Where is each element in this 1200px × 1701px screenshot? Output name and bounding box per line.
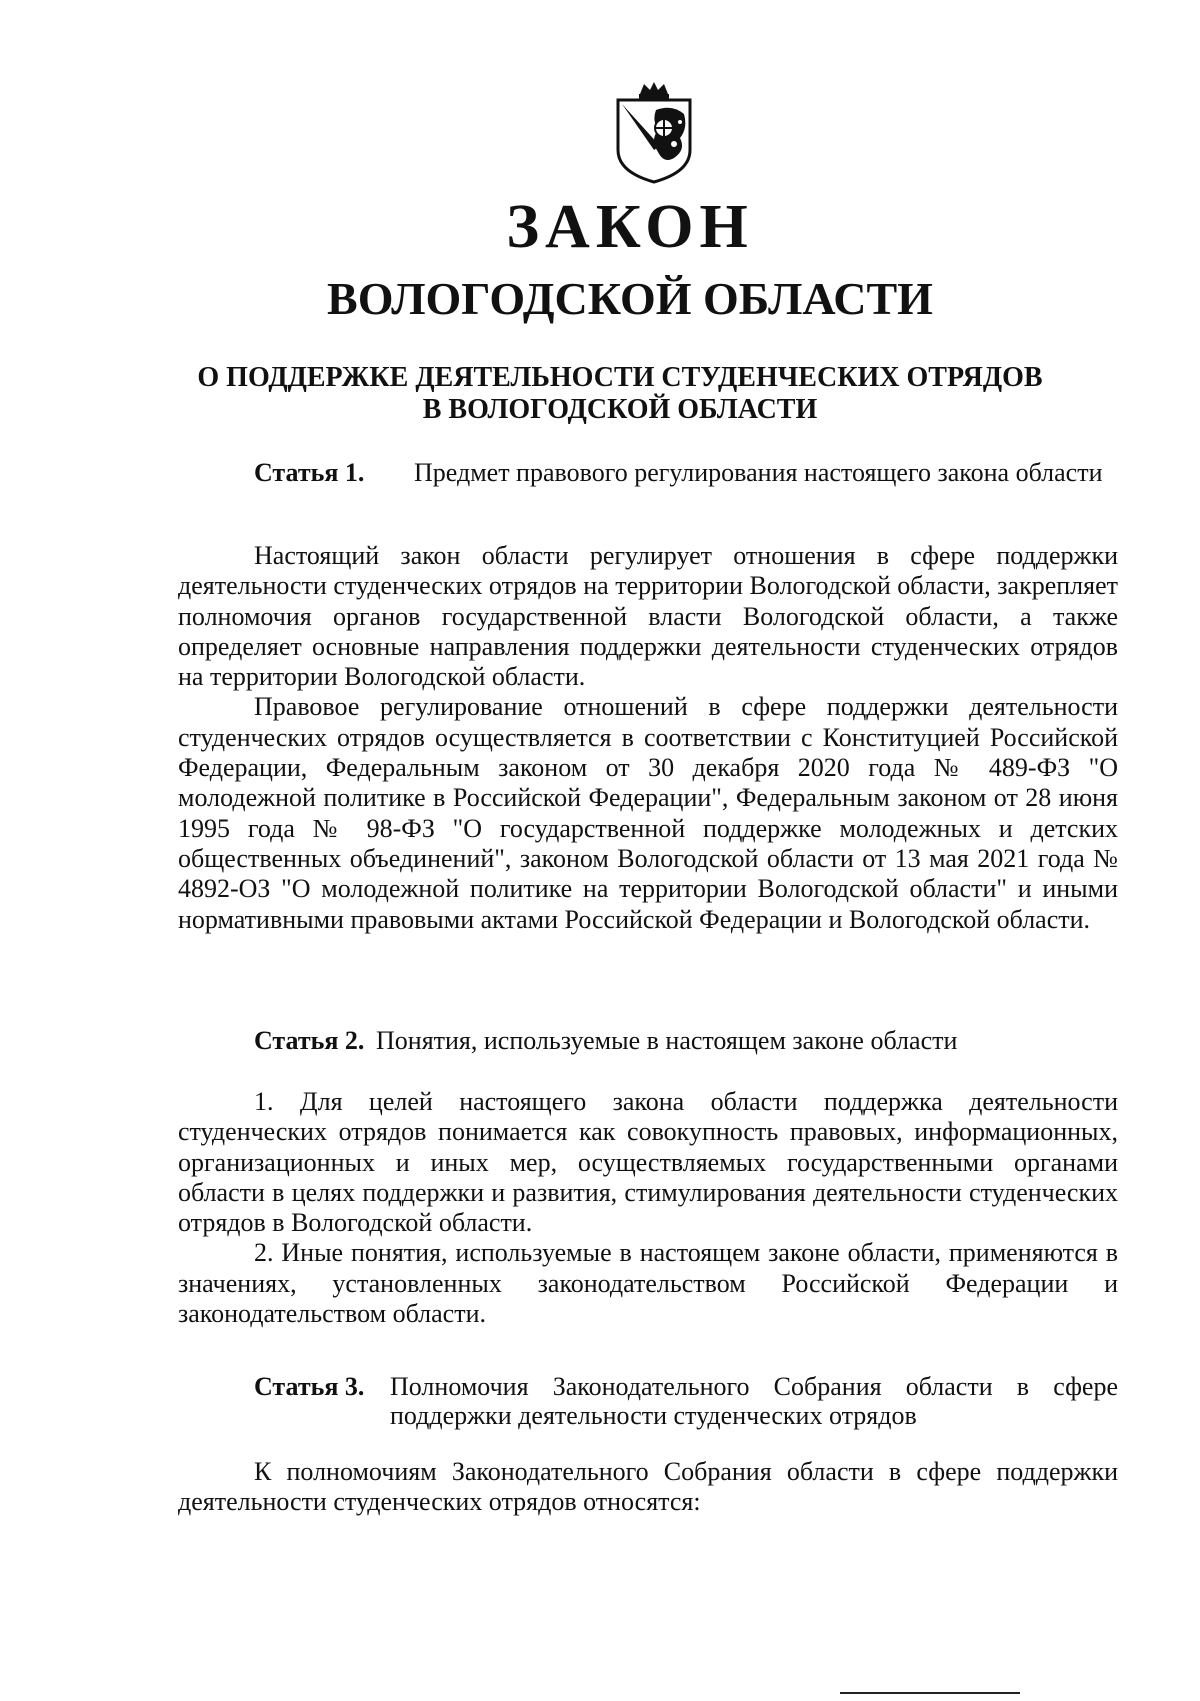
- article-2-title: Понятия, используемые в настоящем законе области: [376, 1026, 958, 1055]
- article-3-label: Статья 3.: [254, 1372, 365, 1401]
- article-1-title: Предмет правового регулирования настоящего закона области: [414, 458, 1103, 487]
- law-name-line-2: В ВОЛОГОДСКОЙ ОБЛАСТИ: [422, 394, 818, 425]
- article-1-heading: [254, 458, 1118, 518]
- article-3-title: Полномочия Законодательного Собрания области в сфере поддержки деятельности студенческих отрядов: [390, 1372, 1118, 1430]
- page-edge-mark: [840, 1692, 1020, 1694]
- article-1-label: Статья 1.: [254, 458, 365, 487]
- article-2-body: [178, 1087, 1118, 1329]
- article-1-body: [178, 541, 1118, 935]
- vologda-coat-of-arms-icon: [614, 80, 694, 184]
- article-2-paragraph-2: 2. Иные понятия, используемые в настоящем законе области, применяются в значениях, установленных законодательством Российской Федерации и законодательством области.: [178, 1238, 1118, 1329]
- law-name-line-1: О ПОДДЕРЖКЕ ДЕЯТЕЛЬНОСТИ СТУДЕНЧЕСКИХ ОТРЯДОВ: [197, 362, 1043, 393]
- document-region: ВОЛОГОДСКОЙ ОБЛАСТИ: [327, 273, 933, 324]
- article-2-paragraph-1: 1. Для целей настоящего закона области поддержка деятельности студенческих отрядов понимается как совокупность правовых, информационных, организационных и иных мер, осуществляемых государственными органами области в целях поддержки и развития, стимулирования деятельности студенческих отрядов в Вологодской области.: [178, 1087, 1118, 1238]
- law-name: [0, 362, 1200, 426]
- article-2-label: Статья 2.: [254, 1026, 365, 1055]
- article-1-paragraph-1: Настоящий закон области регулирует отношения в сфере поддержки деятельности студенческих отрядов на территории Вологодской области, закрепляет полномочия органов государственной власти Вологодской области, а также определяет основные направления поддержки деятельности студенческих отрядов на территории Вологодской области.: [178, 541, 1118, 692]
- article-2-heading: [254, 1026, 1118, 1058]
- article-3-body: [178, 1457, 1118, 1518]
- article-3-paragraph-1: К полномочиям Законодательного Собрания области в сфере поддержки деятельности студенческих отрядов относятся:: [178, 1457, 1118, 1517]
- article-1-paragraph-2: Правовое регулирование отношений в сфере поддержки деятельности студенческих отрядов осуществляется в соответствии с Конституцией Российской Федерации, Федеральным законом от 30 декабря 2020 года № 489-ФЗ "О молодежной политике в Российской Федерации", Федеральным законом от 28 июня 1995 года № 98-ФЗ "О государственной поддержке молодежных и детских общественных объединений", законом Вологодской области от 13 мая 2021 года № 4892-ОЗ "О молодежной политике на территории Вологодской области" и иными нормативными правовыми актами Российской Федерации и Вологодской области.: [178, 692, 1118, 934]
- article-3-heading: [254, 1372, 1118, 1434]
- document-title: ЗАКОН: [506, 193, 754, 261]
